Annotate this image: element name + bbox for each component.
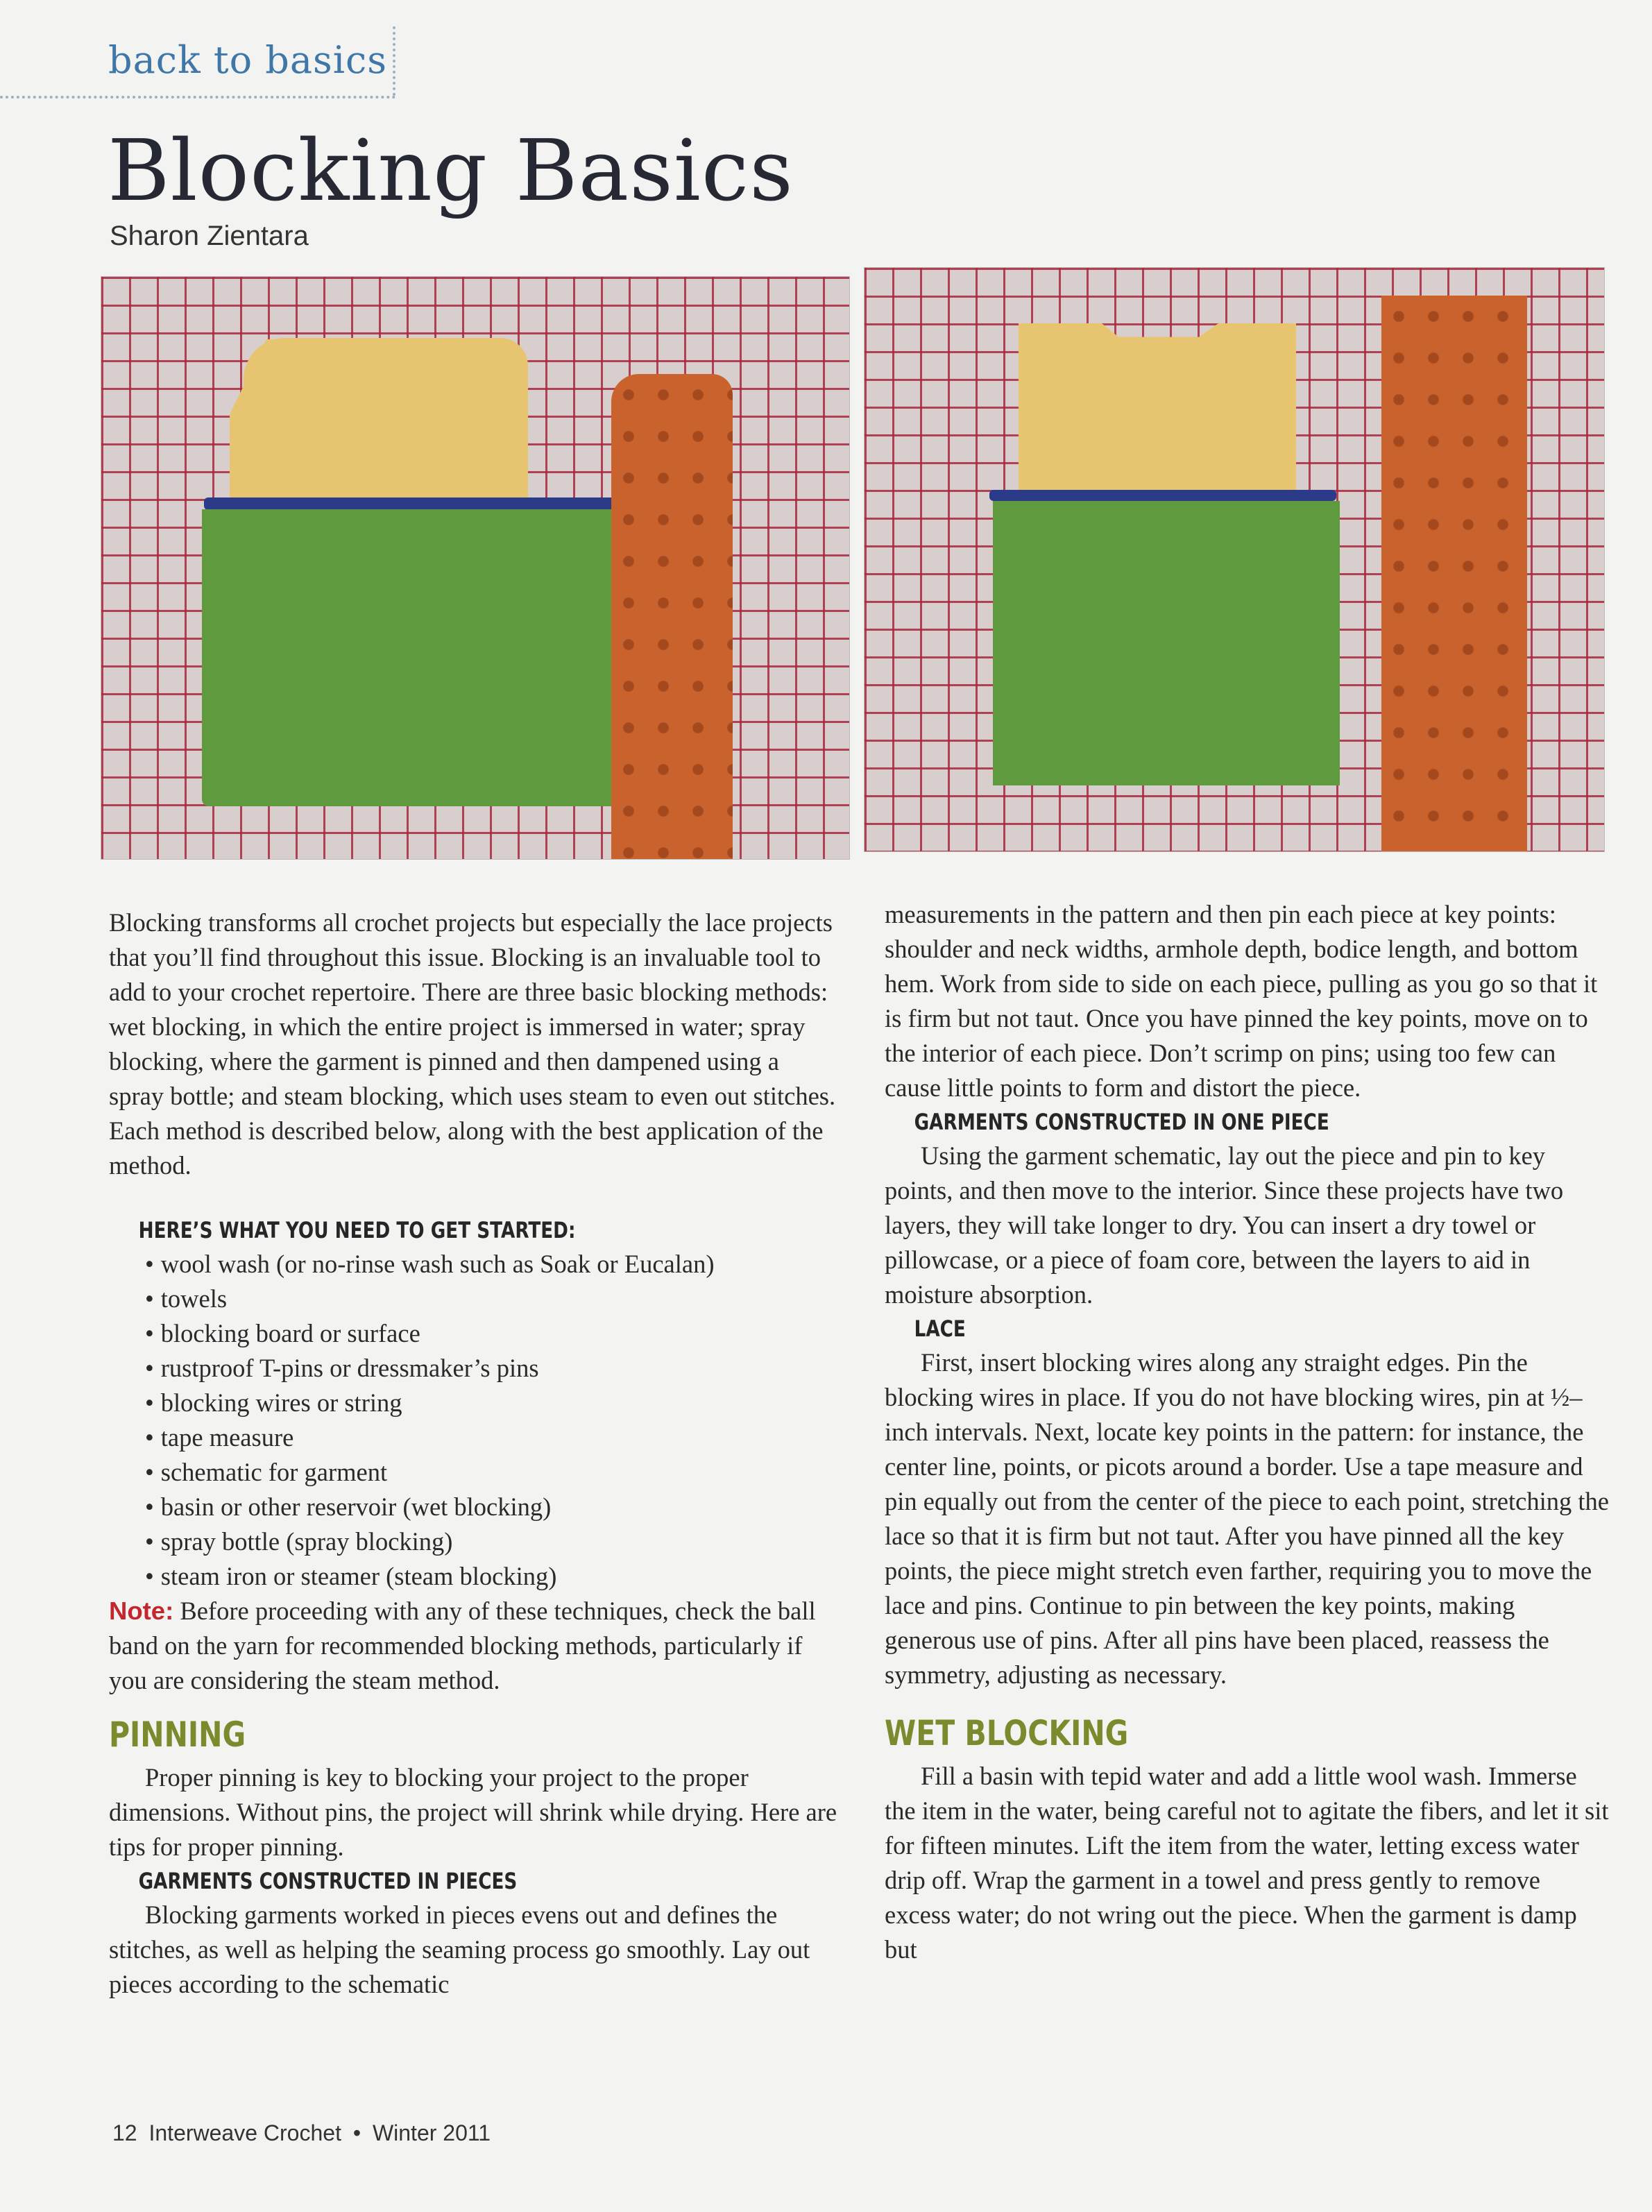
list-item: • rustproof T-pins or dressmaker’s pins [145,1351,837,1386]
list-item: • towels [145,1282,837,1316]
lace-text: First, insert blocking wires along any straight edges. Pin the blocking wires in place. If you do not have blocking wires, pin at ½–inch intervals. Next, locate key points in the pattern: for instance, the center line, points, or picots around a border. Use a tape measure and pin equally out from the center of the piece to each point, stretching the lace so that it is firm but not taut. After you have pinned all the key points, the piece might stretch even farther, requiring you to move the lace and pins. Continue to pin between the key points, making generous use of pins. After all pins have been placed, reassess the symmetry, adjusting as necessary. [885,1348,1609,1689]
list-item: • schematic for garment [145,1455,837,1490]
pieces-heading: GARMENTS CONSTRUCTED IN PIECES [138,1868,518,1894]
note-label: Note: [109,1597,174,1625]
footer-separator: • [352,2120,361,2145]
page-title: Blocking Basics [108,121,794,220]
list-item: • spray bottle (spray blocking) [145,1524,837,1559]
list-item: • wool wash (or no-rinse wash such as Soak or Eucalan) [145,1247,837,1282]
garment-body [993,501,1340,785]
page-number: 12 [112,2120,137,2145]
pieces-text-continued: measurements in the pattern and then pin each piece at key points: shoulder and neck widths, armhole depth, bodice length, and bottom hem. Work from side to side on each piece, pulling as you go so that it is firm but not taut. Once you have pinned the key points, move on to the interior of each piece. Don’t scrimp on pins; using too few can cause little points to form and distort the piece. [885,900,1598,1102]
magazine-name: Interweave Crochet [148,2120,341,2145]
list-item: • blocking board or surface [145,1316,837,1351]
right-column [885,897,1610,1967]
yoke-piece [244,338,528,508]
yarn-band [204,497,676,510]
supplies-list [109,1247,837,1594]
section-label: back to basics [108,38,387,82]
left-column [109,905,837,2002]
garment-body [202,509,677,806]
page-footer [112,2120,496,2146]
unblocked-garment-photo [101,276,850,860]
wet-blocking-text: Fill a basin with tepid water and add a little wool wash. Immerse the item in the water, being careful not to agitate the fibers, and let it sit for fifteen minutes. Lift the item from the water, letting excess water drip off. Wrap the garment in a towel and press gently to remove excess water; do not wring out the piece. When the garment is damp but [885,1762,1609,1964]
list-item: • tape measure [145,1420,837,1455]
lace-strip [611,374,733,859]
wet-blocking-heading: WET BLOCKING [885,1713,1129,1753]
pieces-text: Blocking garments worked in pieces evens out and defines the stitches, as well as helping the seaming process go smoothly. Lay out pieces according to the schematic [109,1900,810,1998]
author-byline: Sharon Zientara [110,221,309,251]
blocked-garment-photo [864,267,1605,852]
issue-name: Winter 2011 [372,2120,491,2145]
list-item: • basin or other reservoir (wet blocking) [145,1490,837,1524]
intro-paragraph: Blocking transforms all crochet projects but especially the lace projects that you’ll find throughout this issue. Blocking is an invaluable tool to add to your crochet repertoire. There are three basic blocking methods: wet blocking, in which the entire project is immersed in water; spray blocking, where the garment is pinned and then dampened using a spray bottle; and steam blocking, which uses steam to even out stitches. Each method is described below, along with the best application of the method. [109,908,836,1180]
pinning-heading: PINNING [109,1715,246,1755]
pinning-intro: Proper pinning is key to blocking your project to the proper dimensions. Without pins, the project will shrink while drying. Here are tips for proper pinning. [109,1763,837,1861]
note-text: Before proceeding with any of these techniques, check the ball band on the yarn for recommended blocking methods, particularly if you are considering the steam method. [109,1597,816,1694]
supplies-heading: HERE’S WHAT YOU NEED TO GET STARTED: [138,1217,576,1243]
list-item: • blocking wires or string [145,1386,837,1420]
list-item: • steam iron or steamer (steam blocking) [145,1559,837,1594]
one-piece-heading: GARMENTS CONSTRUCTED IN ONE PIECE [914,1109,1329,1135]
one-piece-text: Using the garment schematic, lay out the piece and pin to key points, and then move to the interior. Since these projects have two layers, they will take longer to dry. You can insert a dry towel or pillowcase, or a piece of foam core, between the layers to aid in moisture absorption. [885,1141,1564,1309]
note-paragraph [109,1594,837,1698]
yoke-piece [1019,323,1296,493]
yarn-band [989,490,1336,501]
lace-heading: LACE [914,1316,966,1342]
lace-strip [1381,296,1527,851]
